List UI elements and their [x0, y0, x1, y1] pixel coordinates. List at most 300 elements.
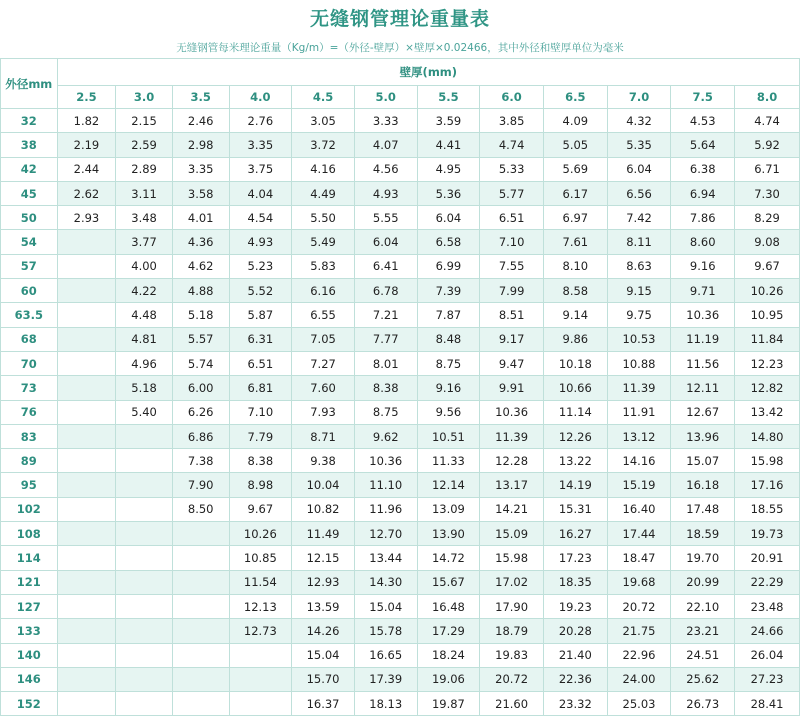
od-cell: 108: [1, 522, 58, 546]
weight-cell: 6.00: [172, 376, 229, 400]
thickness-header-cell: 5.0: [354, 86, 417, 109]
weight-cell: 11.84: [735, 327, 800, 351]
weight-cell: 5.74: [172, 351, 229, 375]
weight-cell: 11.96: [354, 497, 417, 521]
weight-cell: 10.18: [543, 351, 607, 375]
weight-cell: 6.94: [671, 181, 735, 205]
weight-cell: 22.36: [543, 667, 607, 691]
od-cell: 54: [1, 230, 58, 254]
weight-cell: 12.70: [354, 522, 417, 546]
weight-cell: [116, 594, 173, 618]
weight-cell: 9.56: [417, 400, 480, 424]
weight-cell: 15.04: [354, 594, 417, 618]
weight-cell: 11.39: [607, 376, 671, 400]
weight-cell: 6.31: [229, 327, 292, 351]
weight-cell: [172, 619, 229, 643]
weight-cell: 8.10: [543, 254, 607, 278]
weight-cell: 4.81: [116, 327, 173, 351]
od-cell: 83: [1, 424, 58, 448]
weight-cell: 25.03: [607, 692, 671, 716]
weight-cell: 11.33: [417, 449, 480, 473]
weight-cell: 8.63: [607, 254, 671, 278]
weight-cell: 4.96: [116, 351, 173, 375]
weight-cell: [57, 643, 116, 667]
weight-cell: 11.49: [292, 522, 355, 546]
od-cell: 133: [1, 619, 58, 643]
weight-cell: [57, 424, 116, 448]
weight-cell: 2.15: [116, 109, 173, 133]
weight-cell: 2.93: [57, 206, 116, 230]
table-row: [1, 522, 800, 546]
weight-cell: 6.81: [229, 376, 292, 400]
weight-cell: 4.04: [229, 181, 292, 205]
weight-cell: 9.16: [417, 376, 480, 400]
table-row: [1, 570, 800, 594]
weight-cell: 17.90: [480, 594, 544, 618]
weight-cell: 16.40: [607, 497, 671, 521]
weight-cell: 4.56: [354, 157, 417, 181]
weight-cell: 6.78: [354, 279, 417, 303]
weight-cell: 8.38: [354, 376, 417, 400]
weight-cell: 22.10: [671, 594, 735, 618]
table-row: [1, 400, 800, 424]
table-row: [1, 473, 800, 497]
weight-cell: [116, 497, 173, 521]
weight-cell: [57, 254, 116, 278]
weight-cell: 12.11: [671, 376, 735, 400]
weight-cell: 9.15: [607, 279, 671, 303]
weight-cell: 7.77: [354, 327, 417, 351]
table-row: [1, 546, 800, 570]
weight-cell: 9.16: [671, 254, 735, 278]
weight-cell: 9.67: [229, 497, 292, 521]
weight-cell: 9.62: [354, 424, 417, 448]
weight-cell: 15.07: [671, 449, 735, 473]
weight-cell: 7.55: [480, 254, 544, 278]
weight-cell: 7.27: [292, 351, 355, 375]
weight-cell: 2.76: [229, 109, 292, 133]
weight-cell: 20.99: [671, 570, 735, 594]
weight-cell: 20.28: [543, 619, 607, 643]
weight-cell: 11.14: [543, 400, 607, 424]
weight-cell: 4.09: [543, 109, 607, 133]
weight-cell: 16.18: [671, 473, 735, 497]
weight-cell: 4.48: [116, 303, 173, 327]
table-row: [1, 594, 800, 618]
weight-cell: 18.47: [607, 546, 671, 570]
weight-cell: [57, 619, 116, 643]
weight-cell: 13.42: [735, 400, 800, 424]
weight-cell: 19.83: [480, 643, 544, 667]
weight-cell: 2.46: [172, 109, 229, 133]
od-cell: 102: [1, 497, 58, 521]
weight-cell: [229, 667, 292, 691]
table-row: [1, 181, 800, 205]
weight-cell: 9.86: [543, 327, 607, 351]
weight-cell: 4.49: [292, 181, 355, 205]
weight-cell: 5.77: [480, 181, 544, 205]
weight-cell: 5.55: [354, 206, 417, 230]
weight-cell: 3.33: [354, 109, 417, 133]
od-cell: 140: [1, 643, 58, 667]
weight-cell: 28.41: [735, 692, 800, 716]
weight-cell: 8.75: [417, 351, 480, 375]
weight-cell: 11.10: [354, 473, 417, 497]
table-row: [1, 619, 800, 643]
weight-cell: 2.44: [57, 157, 116, 181]
weight-cell: 27.23: [735, 667, 800, 691]
weight-cell: 5.18: [172, 303, 229, 327]
weight-cell: [116, 424, 173, 448]
weight-cell: 5.69: [543, 157, 607, 181]
weight-cell: 7.79: [229, 424, 292, 448]
table-row: [1, 376, 800, 400]
weight-cell: 26.04: [735, 643, 800, 667]
weight-cell: [57, 400, 116, 424]
thickness-header-cell: 3.5: [172, 86, 229, 109]
table-row: [1, 351, 800, 375]
weight-cell: 10.95: [735, 303, 800, 327]
weight-cell: 7.39: [417, 279, 480, 303]
weight-cell: 12.26: [543, 424, 607, 448]
weight-cell: [172, 570, 229, 594]
weight-cell: 3.11: [116, 181, 173, 205]
weight-cell: 24.51: [671, 643, 735, 667]
weight-cell: 8.29: [735, 206, 800, 230]
weight-cell: 15.19: [607, 473, 671, 497]
weight-cell: 17.23: [543, 546, 607, 570]
weight-cell: [229, 643, 292, 667]
table-row: [1, 206, 800, 230]
weight-cell: 5.87: [229, 303, 292, 327]
weight-cell: 11.19: [671, 327, 735, 351]
weight-cell: 11.39: [480, 424, 544, 448]
weight-cell: [57, 327, 116, 351]
weight-cell: 3.85: [480, 109, 544, 133]
weight-cell: 21.60: [480, 692, 544, 716]
weight-cell: 19.23: [543, 594, 607, 618]
weight-cell: [116, 570, 173, 594]
weight-cell: 3.35: [172, 157, 229, 181]
page-title: 无缝钢管理论重量表: [309, 8, 490, 30]
od-cell: 60: [1, 279, 58, 303]
weight-cell: 15.78: [354, 619, 417, 643]
thickness-header-cell: 6.5: [543, 86, 607, 109]
weight-cell: 12.15: [292, 546, 355, 570]
weight-cell: [172, 546, 229, 570]
weight-cell: 6.04: [417, 206, 480, 230]
od-cell: 42: [1, 157, 58, 181]
thickness-header-cell: 5.5: [417, 86, 480, 109]
weight-cell: 9.08: [735, 230, 800, 254]
thickness-header-cell: 2.5: [57, 86, 116, 109]
weight-cell: 9.71: [671, 279, 735, 303]
table-row: [1, 643, 800, 667]
weight-cell: 20.72: [480, 667, 544, 691]
table-row: [1, 449, 800, 473]
od-cell: 70: [1, 351, 58, 375]
table-row: [1, 157, 800, 181]
weight-cell: 14.21: [480, 497, 544, 521]
thickness-header-cell: 6.0: [480, 86, 544, 109]
weight-cell: [116, 692, 173, 716]
weight-cell: 8.58: [543, 279, 607, 303]
weight-cell: [57, 667, 116, 691]
weight-cell: 2.98: [172, 133, 229, 157]
weight-cell: [229, 692, 292, 716]
weight-cell: 4.74: [480, 133, 544, 157]
weight-cell: 2.59: [116, 133, 173, 157]
weight-cell: [57, 351, 116, 375]
weight-cell: 6.04: [354, 230, 417, 254]
weight-cell: [57, 497, 116, 521]
weight-cell: [57, 230, 116, 254]
od-cell: 63.5: [1, 303, 58, 327]
weight-cell: 19.73: [735, 522, 800, 546]
weight-cell: [172, 692, 229, 716]
weight-cell: 8.98: [229, 473, 292, 497]
weight-cell: 12.93: [292, 570, 355, 594]
weight-cell: 13.22: [543, 449, 607, 473]
weight-cell: 17.39: [354, 667, 417, 691]
thickness-header-cell: 7.5: [671, 86, 735, 109]
weight-cell: 13.09: [417, 497, 480, 521]
weight-cell: 15.98: [480, 546, 544, 570]
weight-cell: 6.97: [543, 206, 607, 230]
weight-cell: 4.41: [417, 133, 480, 157]
weight-cell: 12.13: [229, 594, 292, 618]
weight-cell: 13.90: [417, 522, 480, 546]
weight-cell: [57, 570, 116, 594]
weight-cell: 5.64: [671, 133, 735, 157]
weight-cell: 15.67: [417, 570, 480, 594]
weight-cell: 4.54: [229, 206, 292, 230]
weight-cell: 22.29: [735, 570, 800, 594]
weight-cell: [172, 667, 229, 691]
od-cell: 45: [1, 181, 58, 205]
weight-cell: 8.48: [417, 327, 480, 351]
weight-cell: [116, 667, 173, 691]
weight-cell: [116, 449, 173, 473]
weight-cell: 9.17: [480, 327, 544, 351]
od-cell: 89: [1, 449, 58, 473]
weight-cell: 19.70: [671, 546, 735, 570]
weight-cell: 9.91: [480, 376, 544, 400]
table-row: [1, 667, 800, 691]
weight-cell: 4.00: [116, 254, 173, 278]
weight-cell: 4.32: [607, 109, 671, 133]
od-cell: 50: [1, 206, 58, 230]
weight-cell: [116, 643, 173, 667]
weight-cell: 13.12: [607, 424, 671, 448]
weight-cell: 6.38: [671, 157, 735, 181]
weight-cell: 3.59: [417, 109, 480, 133]
table-row: [1, 692, 800, 716]
od-header: 外径mm: [1, 59, 58, 109]
weight-cell: 6.58: [417, 230, 480, 254]
weight-cell: 9.38: [292, 449, 355, 473]
weight-cell: 19.87: [417, 692, 480, 716]
weight-cell: 12.82: [735, 376, 800, 400]
weight-cell: 7.60: [292, 376, 355, 400]
weight-cell: 8.50: [172, 497, 229, 521]
weight-cell: 21.75: [607, 619, 671, 643]
weight-cell: 17.48: [671, 497, 735, 521]
weight-cell: 5.18: [116, 376, 173, 400]
weight-cell: 6.99: [417, 254, 480, 278]
weight-cell: 18.55: [735, 497, 800, 521]
weight-cell: 14.80: [735, 424, 800, 448]
weight-cell: 12.14: [417, 473, 480, 497]
weight-cell: 5.36: [417, 181, 480, 205]
weight-cell: 10.88: [607, 351, 671, 375]
weight-cell: 4.93: [229, 230, 292, 254]
weight-cell: 6.16: [292, 279, 355, 303]
thickness-header-cell: 8.0: [735, 86, 800, 109]
weight-cell: 24.66: [735, 619, 800, 643]
weight-cell: 3.77: [116, 230, 173, 254]
weight-cell: 5.05: [543, 133, 607, 157]
weight-cell: 4.74: [735, 109, 800, 133]
weight-cell: 10.51: [417, 424, 480, 448]
table-row: [1, 254, 800, 278]
thickness-header-row: [1, 86, 800, 109]
weight-cell: 11.56: [671, 351, 735, 375]
weight-cell: 4.36: [172, 230, 229, 254]
weight-cell: 5.92: [735, 133, 800, 157]
weight-cell: 5.50: [292, 206, 355, 230]
weight-cell: 16.48: [417, 594, 480, 618]
od-cell: 76: [1, 400, 58, 424]
weight-cell: 18.13: [354, 692, 417, 716]
weight-cell: 11.54: [229, 570, 292, 594]
weight-cell: 8.38: [229, 449, 292, 473]
weight-cell: 10.36: [354, 449, 417, 473]
weight-cell: 9.47: [480, 351, 544, 375]
od-cell: 57: [1, 254, 58, 278]
weight-cell: 8.51: [480, 303, 544, 327]
weight-cell: 5.23: [229, 254, 292, 278]
weight-cell: 3.48: [116, 206, 173, 230]
weight-cell: [116, 473, 173, 497]
weight-cell: 7.99: [480, 279, 544, 303]
weight-cell: 15.04: [292, 643, 355, 667]
weight-cell: 18.35: [543, 570, 607, 594]
weight-cell: 4.01: [172, 206, 229, 230]
weight-cell: 10.85: [229, 546, 292, 570]
weight-cell: [57, 692, 116, 716]
weight-cell: 4.16: [292, 157, 355, 181]
weight-cell: 15.98: [735, 449, 800, 473]
weight-cell: 14.72: [417, 546, 480, 570]
weight-cell: 10.26: [229, 522, 292, 546]
weight-cell: 10.36: [480, 400, 544, 424]
table-row: [1, 497, 800, 521]
weight-cell: 5.40: [116, 400, 173, 424]
weight-cell: 8.60: [671, 230, 735, 254]
table-row: [1, 109, 800, 133]
weight-cell: [172, 594, 229, 618]
weight-cell: [57, 473, 116, 497]
weight-cell: 7.21: [354, 303, 417, 327]
weight-cell: 3.35: [229, 133, 292, 157]
table-row: [1, 424, 800, 448]
thickness-header-cell: 4.0: [229, 86, 292, 109]
table-row: [1, 133, 800, 157]
weight-cell: 7.05: [292, 327, 355, 351]
weight-cell: 7.61: [543, 230, 607, 254]
weight-cell: 3.58: [172, 181, 229, 205]
weight-cell: [57, 546, 116, 570]
weight-cell: [172, 522, 229, 546]
weight-cell: 6.26: [172, 400, 229, 424]
weight-cell: 17.16: [735, 473, 800, 497]
weight-cell: 6.51: [229, 351, 292, 375]
weight-cell: 10.82: [292, 497, 355, 521]
weight-cell: 25.62: [671, 667, 735, 691]
weight-cell: 15.31: [543, 497, 607, 521]
table-row: [1, 230, 800, 254]
weight-cell: 16.27: [543, 522, 607, 546]
thickness-header-cell: 7.0: [607, 86, 671, 109]
weight-cell: 8.75: [354, 400, 417, 424]
od-cell: 68: [1, 327, 58, 351]
weight-cell: 8.71: [292, 424, 355, 448]
weight-cell: 4.53: [671, 109, 735, 133]
weight-cell: 1.82: [57, 109, 116, 133]
weight-cell: 4.07: [354, 133, 417, 157]
weight-cell: 13.17: [480, 473, 544, 497]
weight-table: [0, 58, 800, 716]
table-body: [1, 109, 800, 716]
weight-cell: [57, 594, 116, 618]
od-cell: 152: [1, 692, 58, 716]
od-cell: 146: [1, 667, 58, 691]
weight-cell: 6.71: [735, 157, 800, 181]
table-row: [1, 303, 800, 327]
weight-cell: [57, 376, 116, 400]
weight-cell: 2.19: [57, 133, 116, 157]
weight-cell: 4.22: [116, 279, 173, 303]
weight-cell: 19.68: [607, 570, 671, 594]
weight-cell: 2.62: [57, 181, 116, 205]
weight-cell: 13.96: [671, 424, 735, 448]
weight-cell: 7.38: [172, 449, 229, 473]
weight-cell: 8.11: [607, 230, 671, 254]
weight-cell: 7.10: [229, 400, 292, 424]
od-cell: 121: [1, 570, 58, 594]
weight-cell: 23.48: [735, 594, 800, 618]
weight-cell: 15.09: [480, 522, 544, 546]
weight-cell: 20.91: [735, 546, 800, 570]
wall-thickness-header: 壁厚(mm): [57, 59, 799, 86]
weight-cell: [116, 619, 173, 643]
thickness-header-cell: 3.0: [116, 86, 173, 109]
weight-cell: 6.86: [172, 424, 229, 448]
thickness-header-cell: 4.5: [292, 86, 355, 109]
weight-cell: 7.10: [480, 230, 544, 254]
weight-cell: [116, 522, 173, 546]
weight-cell: 6.17: [543, 181, 607, 205]
weight-cell: 5.57: [172, 327, 229, 351]
weight-cell: 11.91: [607, 400, 671, 424]
weight-cell: [57, 279, 116, 303]
weight-cell: 12.28: [480, 449, 544, 473]
weight-cell: 6.04: [607, 157, 671, 181]
weight-cell: 15.70: [292, 667, 355, 691]
weight-cell: 10.04: [292, 473, 355, 497]
weight-cell: 14.16: [607, 449, 671, 473]
